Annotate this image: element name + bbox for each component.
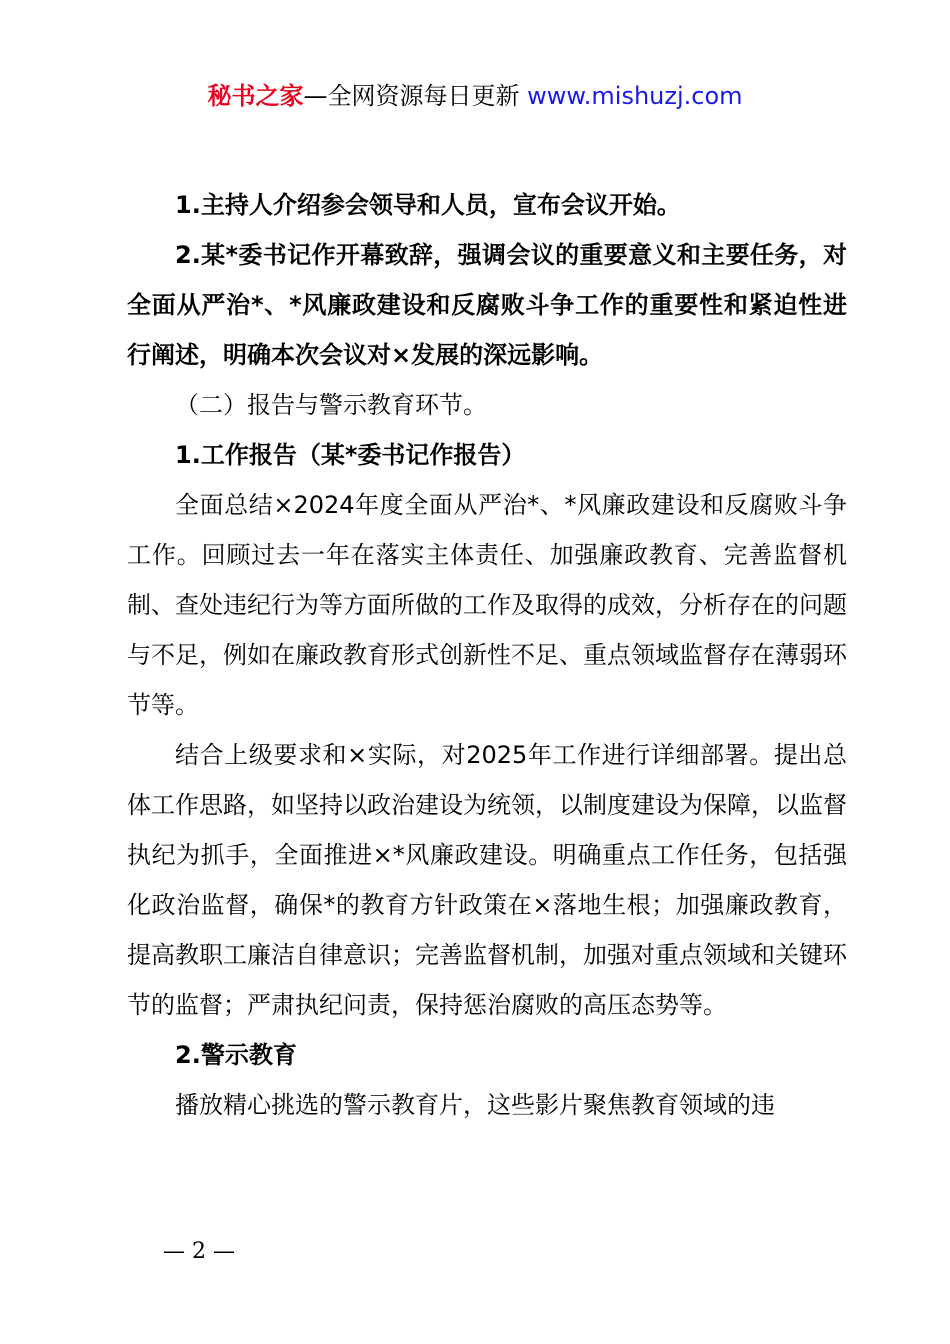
subheading-report: 1.工作报告（某*委书记作报告） — [175, 441, 526, 469]
paragraph-1: 1.主持人介绍参会领导和人员，宣布会议开始。 — [175, 191, 681, 219]
paragraph-summary: 全面总结×2024年度全面从严治*、*风廉政建设和反腐败斗争工作。回顾过去一年在落实主体责任、加强廉政教育、完善监督机制、查处违纪行为等方面所做的工作及取得的成效，分析存在的问题与不足，例如在廉政教育形式创新性不足、重点领域监督存在薄弱环节等。 — [127, 491, 847, 719]
paragraph-warning: 播放精心挑选的警示教育片，这些影片聚焦教育领域的违 — [175, 1091, 775, 1119]
paragraph-plan: 结合上级要求和×实际，对2025年工作进行详细部署。提出总体工作思路，如坚持以政治建设为统领，以制度建设为保障，以监督执纪为抓手，全面推进×*风廉政建设。明确重点工作任务，包括强化政治监督，确保*的教育方针政策在×落地生根；加强廉政教育，提高教职工廉洁自律意识；完善监督机制，加强对重点领域和关键环节的监督；严肃执纪问责，保持惩治腐败的高压态势等。 — [127, 741, 847, 1019]
subheading-warning: 2.警示教育 — [175, 1041, 297, 1069]
section-heading: （二）报告与警示教育环节。 — [175, 391, 487, 419]
paragraph-2: 2.某*委书记作开幕致辞，强调会议的重要意义和主要任务，对全面从严治*、*风廉政建设和反腐败斗争工作的重要性和紧迫性进行阐述，明确本次会议对×发展的深远影响。 — [127, 241, 847, 369]
page-number: — 2 — — [163, 1239, 235, 1264]
site-header — [0, 80, 950, 112]
site-url-link[interactable]: www.mishuzj.com — [527, 82, 743, 110]
document-body — [127, 180, 847, 1130]
slogan: —全网资源每日更新 — [303, 82, 528, 110]
brand-name: 秘书之家 — [207, 82, 304, 110]
